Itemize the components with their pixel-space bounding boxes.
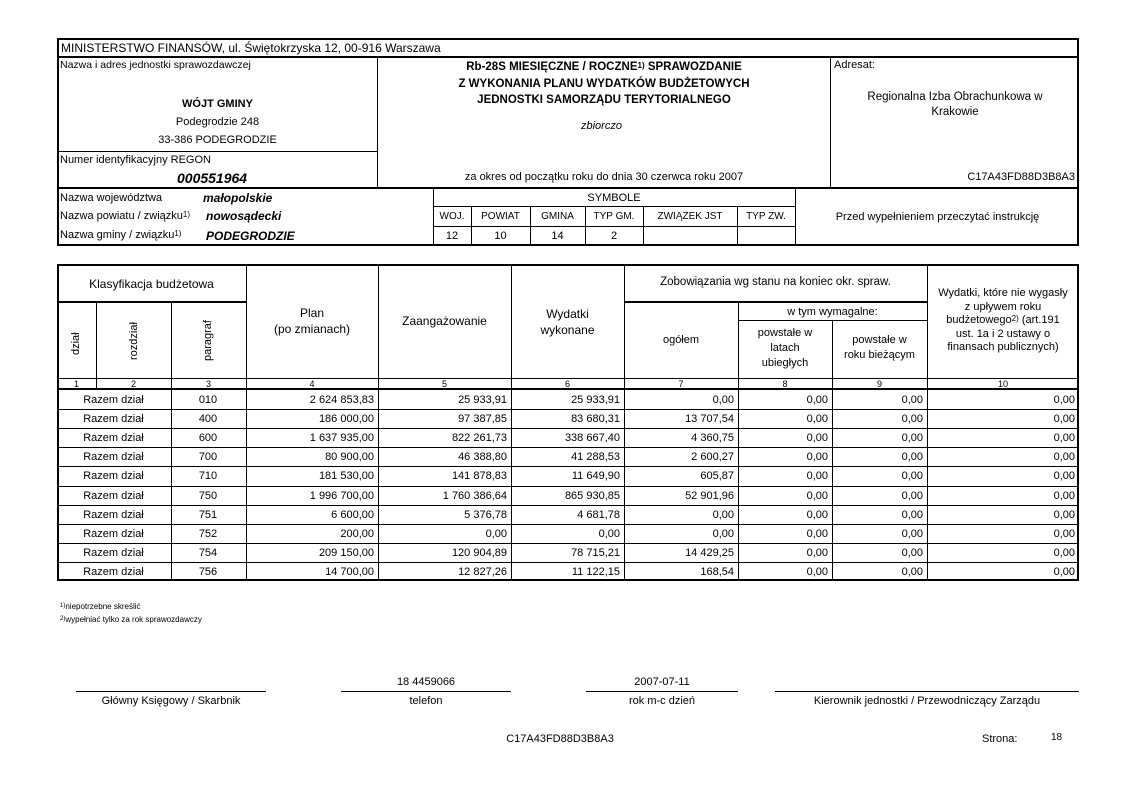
header-ogolem: ogółem <box>662 334 700 346</box>
row-plan: 1 637 935,00 <box>309 432 374 445</box>
row-lata-ubiegle: 0,00 <box>806 432 828 445</box>
row-niewygasle: 0,00 <box>1053 451 1075 464</box>
symbol-header: TYP ZW. <box>746 211 786 222</box>
row-label: Razem dział <box>83 451 144 464</box>
row-rok-biezacy: 0,00 <box>901 394 923 406</box>
unit-address-1: Podegrodzie 248 <box>175 116 260 128</box>
head-label: Kierownik jednostki / Przewodniczący Zarządu <box>813 695 1041 707</box>
row-wydatki: 0,00 <box>598 527 620 540</box>
row-rok-biezacy: 0,00 <box>901 527 923 540</box>
row-wydatki: 41 288,53 <box>571 451 620 464</box>
header-powstale-ubiegle-3: ubiegłych <box>761 357 809 369</box>
row-rok-biezacy: 0,00 <box>901 565 923 578</box>
signature-line-date <box>586 691 738 692</box>
row-zaangazowanie: 1 760 386,64 <box>442 489 507 502</box>
county-value: nowosądecki <box>206 209 282 223</box>
row-plan: 80 900,00 <box>325 451 374 464</box>
symbol-value: 12 <box>445 230 459 242</box>
row-label: Razem dział <box>83 413 144 426</box>
header-powstale-ubiegle-1: powstałe w <box>757 327 813 339</box>
col-number: 8 <box>782 379 788 389</box>
footer-code: C17A43FD88D3B8A3 <box>506 733 614 745</box>
col-number: 9 <box>876 379 882 389</box>
row-dzial: 756 <box>198 565 218 578</box>
col-number: 7 <box>678 379 684 389</box>
row-niewygasle: 0,00 <box>1053 489 1075 502</box>
symbol-value: 2 <box>610 230 618 242</box>
header-niewygasle-5: finansach publicznych) <box>947 341 1059 353</box>
row-dzial: 700 <box>198 451 218 464</box>
col-number: 3 <box>205 379 211 389</box>
row-zobowiazania: 0,00 <box>712 527 734 540</box>
row-dzial: 752 <box>198 527 218 540</box>
row-zobowiazania: 168,54 <box>700 565 734 578</box>
row-dzial: 710 <box>198 470 218 483</box>
row-label: Razem dział <box>83 394 144 406</box>
row-wydatki: 25 933,91 <box>571 394 620 406</box>
row-zaangazowanie: 822 261,73 <box>451 432 507 445</box>
row-plan: 2 624 853,83 <box>309 394 374 406</box>
row-zobowiazania: 52 901,96 <box>685 489 734 502</box>
signature-line-accountant <box>76 691 266 692</box>
header-niewygasle-4: ust. 1a i 2 ustawy o <box>955 328 1051 340</box>
header-rozdzial: rozdział <box>128 322 140 360</box>
col-number: 6 <box>564 379 570 389</box>
footnote-2: $^{2)}$wypełniać tylko za rok sprawozdawczy <box>60 615 202 624</box>
symbol-header: TYP GM. <box>593 211 635 222</box>
symbol-header: WOJ. <box>439 211 465 222</box>
row-niewygasle: 0,00 <box>1053 394 1075 406</box>
header-plan: Plan <box>299 306 325 320</box>
header-zobowiazania: Zobowiązania wg stanu na koniec okr. spraw. <box>660 276 891 288</box>
row-lata-ubiegle: 0,00 <box>806 451 828 464</box>
row-plan: 200,00 <box>340 527 374 540</box>
row-label: Razem dział <box>83 546 144 559</box>
row-zaangazowanie: 12 827,26 <box>458 565 507 578</box>
row-zobowiazania: 13 707,54 <box>685 413 734 426</box>
row-rok-biezacy: 0,00 <box>901 508 923 521</box>
row-zaangazowanie: 46 388,80 <box>458 451 507 464</box>
symbol-header: ZWIĄZEK JST <box>657 211 723 222</box>
row-niewygasle: 0,00 <box>1053 432 1075 445</box>
row-zaangazowanie: 5 376,78 <box>464 508 507 521</box>
row-wydatki: 865 930,85 <box>564 489 620 502</box>
row-niewygasle: 0,00 <box>1053 527 1075 540</box>
row-wydatki: 78 715,21 <box>571 546 620 559</box>
col-number: 4 <box>309 379 315 389</box>
row-lata-ubiegle: 0,00 <box>806 413 828 426</box>
row-rok-biezacy: 0,00 <box>901 432 923 445</box>
row-lata-ubiegle: 0,00 <box>806 527 828 540</box>
table-row <box>0 543 1122 562</box>
row-zobowiazania: 605,87 <box>700 470 734 483</box>
phone-value: 18 4459066 <box>396 676 456 688</box>
row-wydatki: 83 680,31 <box>571 413 620 426</box>
row-label: Razem dział <box>83 489 144 502</box>
header-niewygasle-2: z upływem roku <box>964 301 1042 313</box>
row-zobowiazania: 0,00 <box>712 394 734 406</box>
row-plan: 186 000,00 <box>318 413 374 426</box>
row-label: Razem dział <box>83 508 144 521</box>
row-dzial: 751 <box>198 508 218 521</box>
header-powstale-biezacy-1: powstałe w <box>852 334 907 346</box>
report-period: za okres od początku roku do dnia 30 czerwca roku 2007 <box>464 171 744 183</box>
addressee-label: Adresat: <box>834 59 875 71</box>
report-title-3: JEDNOSTKI SAMORZĄDU TERYTORIALNEGO <box>477 94 731 106</box>
row-rok-biezacy: 0,00 <box>901 451 923 464</box>
regon-value: 000551964 <box>177 170 248 186</box>
row-niewygasle: 0,00 <box>1053 413 1075 426</box>
ministry-text: MINISTERSTWO FINANSÓW, ul. Świętokrzyska 12, 00-916 Warszawa <box>61 41 441 55</box>
signature-line-head <box>775 691 1079 692</box>
unit-label: Nazwa i adres jednostki sprawozdawczej <box>60 59 251 71</box>
row-dzial: 750 <box>198 489 218 502</box>
header-plan-sub: (po zmianach) <box>273 322 351 336</box>
row-zobowiazania: 14 429,25 <box>685 546 734 559</box>
phone-label: telefon <box>409 695 443 707</box>
header-powstale-ubiegle-2: latach <box>770 342 800 354</box>
commune-value: PODEGRODZIE <box>206 229 295 243</box>
row-wydatki: 338 667,40 <box>564 432 620 445</box>
header-niewygasle-3: budżetowego$^{2)}$ (art.191 <box>946 314 1060 326</box>
table-row <box>0 409 1122 428</box>
row-wydatki: 11 649,90 <box>571 470 620 483</box>
row-lata-ubiegle: 0,00 <box>806 508 828 521</box>
row-dzial: 400 <box>198 413 218 426</box>
row-niewygasle: 0,00 <box>1053 546 1075 559</box>
row-plan: 6 600,00 <box>331 508 374 521</box>
row-label: Razem dział <box>83 565 144 578</box>
symbol-header: GMINA <box>541 211 574 222</box>
symbol-value: 10 <box>494 230 507 242</box>
table-row <box>0 466 1122 485</box>
row-zobowiazania: 2 600,27 <box>691 451 734 464</box>
table-row <box>0 505 1122 524</box>
report-title-1: Rb-28S MIESIĘCZNE / ROCZNE$^{1)}$ SPRAWOZDANIE <box>466 61 742 73</box>
page-label: Strona: <box>982 733 1018 745</box>
header-klasyfikacja: Klasyfikacja budżetowa <box>89 277 214 291</box>
header-code: C17A43FD88D3B8A3 <box>967 171 1075 183</box>
row-wydatki: 4 681,78 <box>577 508 620 521</box>
table-row <box>0 447 1122 466</box>
row-rok-biezacy: 0,00 <box>901 546 923 559</box>
row-lata-ubiegle: 0,00 <box>806 565 828 578</box>
symbol-value: 14 <box>551 230 564 242</box>
row-lata-ubiegle: 0,00 <box>806 546 828 559</box>
row-lata-ubiegle: 0,00 <box>806 489 828 502</box>
header-powstale-biezacy-2: roku bieżącym <box>844 349 915 361</box>
signature-line-phone <box>341 691 511 692</box>
header-paragraf: paragraf <box>202 320 214 361</box>
table-row <box>0 486 1122 505</box>
row-label: Razem dział <box>83 470 144 483</box>
row-rok-biezacy: 0,00 <box>901 413 923 426</box>
header-wydatki: Wydatki <box>546 307 589 321</box>
header-zaangazowanie: Zaangażowanie <box>402 314 487 328</box>
header-niewygasle-1: Wydatki, które nie wygasły <box>938 287 1068 299</box>
row-label: Razem dział <box>83 432 144 445</box>
row-zaangazowanie: 97 387,85 <box>458 413 507 426</box>
row-plan: 209 150,00 <box>318 546 374 559</box>
row-plan: 14 700,00 <box>325 565 374 578</box>
table-row <box>0 524 1122 543</box>
addressee-value: Regionalna Izba Obrachunkowa w Krakowie <box>867 91 1043 118</box>
header-wydatki-sub: wykonane <box>540 323 595 337</box>
row-niewygasle: 0,00 <box>1053 565 1075 578</box>
col-number: 5 <box>441 379 447 389</box>
header-w-tym: w tym wymagalne: <box>787 306 878 318</box>
table-row <box>0 562 1122 581</box>
date-label: rok m-c dzień <box>628 695 696 707</box>
row-zaangazowanie: 25 933,91 <box>458 394 507 406</box>
voivodeship-value: małopolskie <box>203 191 273 205</box>
row-dzial: 010 <box>198 394 218 406</box>
accountant-label: Główny Księgowy / Skarbnik <box>101 695 241 707</box>
table-row <box>0 428 1122 447</box>
footnote-1: $^{1)}$niepotrzebne skreślić <box>60 602 141 611</box>
row-zaangazowanie: 141 878,83 <box>451 470 507 483</box>
row-niewygasle: 0,00 <box>1053 508 1075 521</box>
row-wydatki: 11 122,15 <box>571 565 620 578</box>
col-number: 10 <box>997 379 1008 389</box>
row-lata-ubiegle: 0,00 <box>806 470 828 483</box>
unit-address-2: 33-386 PODEGRODZIE <box>158 134 277 146</box>
symbol-header: POWIAT <box>481 211 520 222</box>
table-row <box>0 390 1122 409</box>
page-number: 18 <box>1051 732 1063 743</box>
regon-label: Numer identyfikacyjny REGON <box>60 154 211 166</box>
row-niewygasle: 0,00 <box>1053 470 1075 483</box>
row-lata-ubiegle: 0,00 <box>806 394 828 406</box>
row-zaangazowanie: 0,00 <box>485 527 507 540</box>
instruction-text: Przed wypełnieniem przeczytać instrukcję <box>835 211 1040 223</box>
row-dzial: 600 <box>198 432 218 445</box>
report-type: zbiorczo <box>581 120 622 132</box>
col-number: 2 <box>130 379 136 389</box>
header-dzial: dział <box>70 332 82 355</box>
row-zobowiazania: 0,00 <box>712 508 734 521</box>
row-zobowiazania: 4 360,75 <box>691 432 734 445</box>
voivodeship-label: Nazwa województwa <box>60 192 163 204</box>
commune-label: Nazwa gminy / związku$^{1)}$ <box>60 229 182 241</box>
row-dzial: 754 <box>198 546 218 559</box>
date-value: 2007-07-11 <box>634 676 690 688</box>
row-rok-biezacy: 0,00 <box>901 470 923 483</box>
county-label: Nazwa powiatu / związku$^{1)}$ <box>60 210 191 222</box>
row-label: Razem dział <box>83 527 144 540</box>
row-plan: 181 530,00 <box>318 470 374 483</box>
unit-name: WÓJT GMINY <box>182 98 253 110</box>
col-number: 1 <box>73 379 79 389</box>
row-zaangazowanie: 120 904,89 <box>451 546 507 559</box>
report-title-2: Z WYKONANIA PLANU WYDATKÓW BUDŻETOWYCH <box>458 78 750 90</box>
row-rok-biezacy: 0,00 <box>901 489 923 502</box>
row-plan: 1 996 700,00 <box>309 489 374 502</box>
symbols-label: SYMBOLE <box>587 192 641 204</box>
